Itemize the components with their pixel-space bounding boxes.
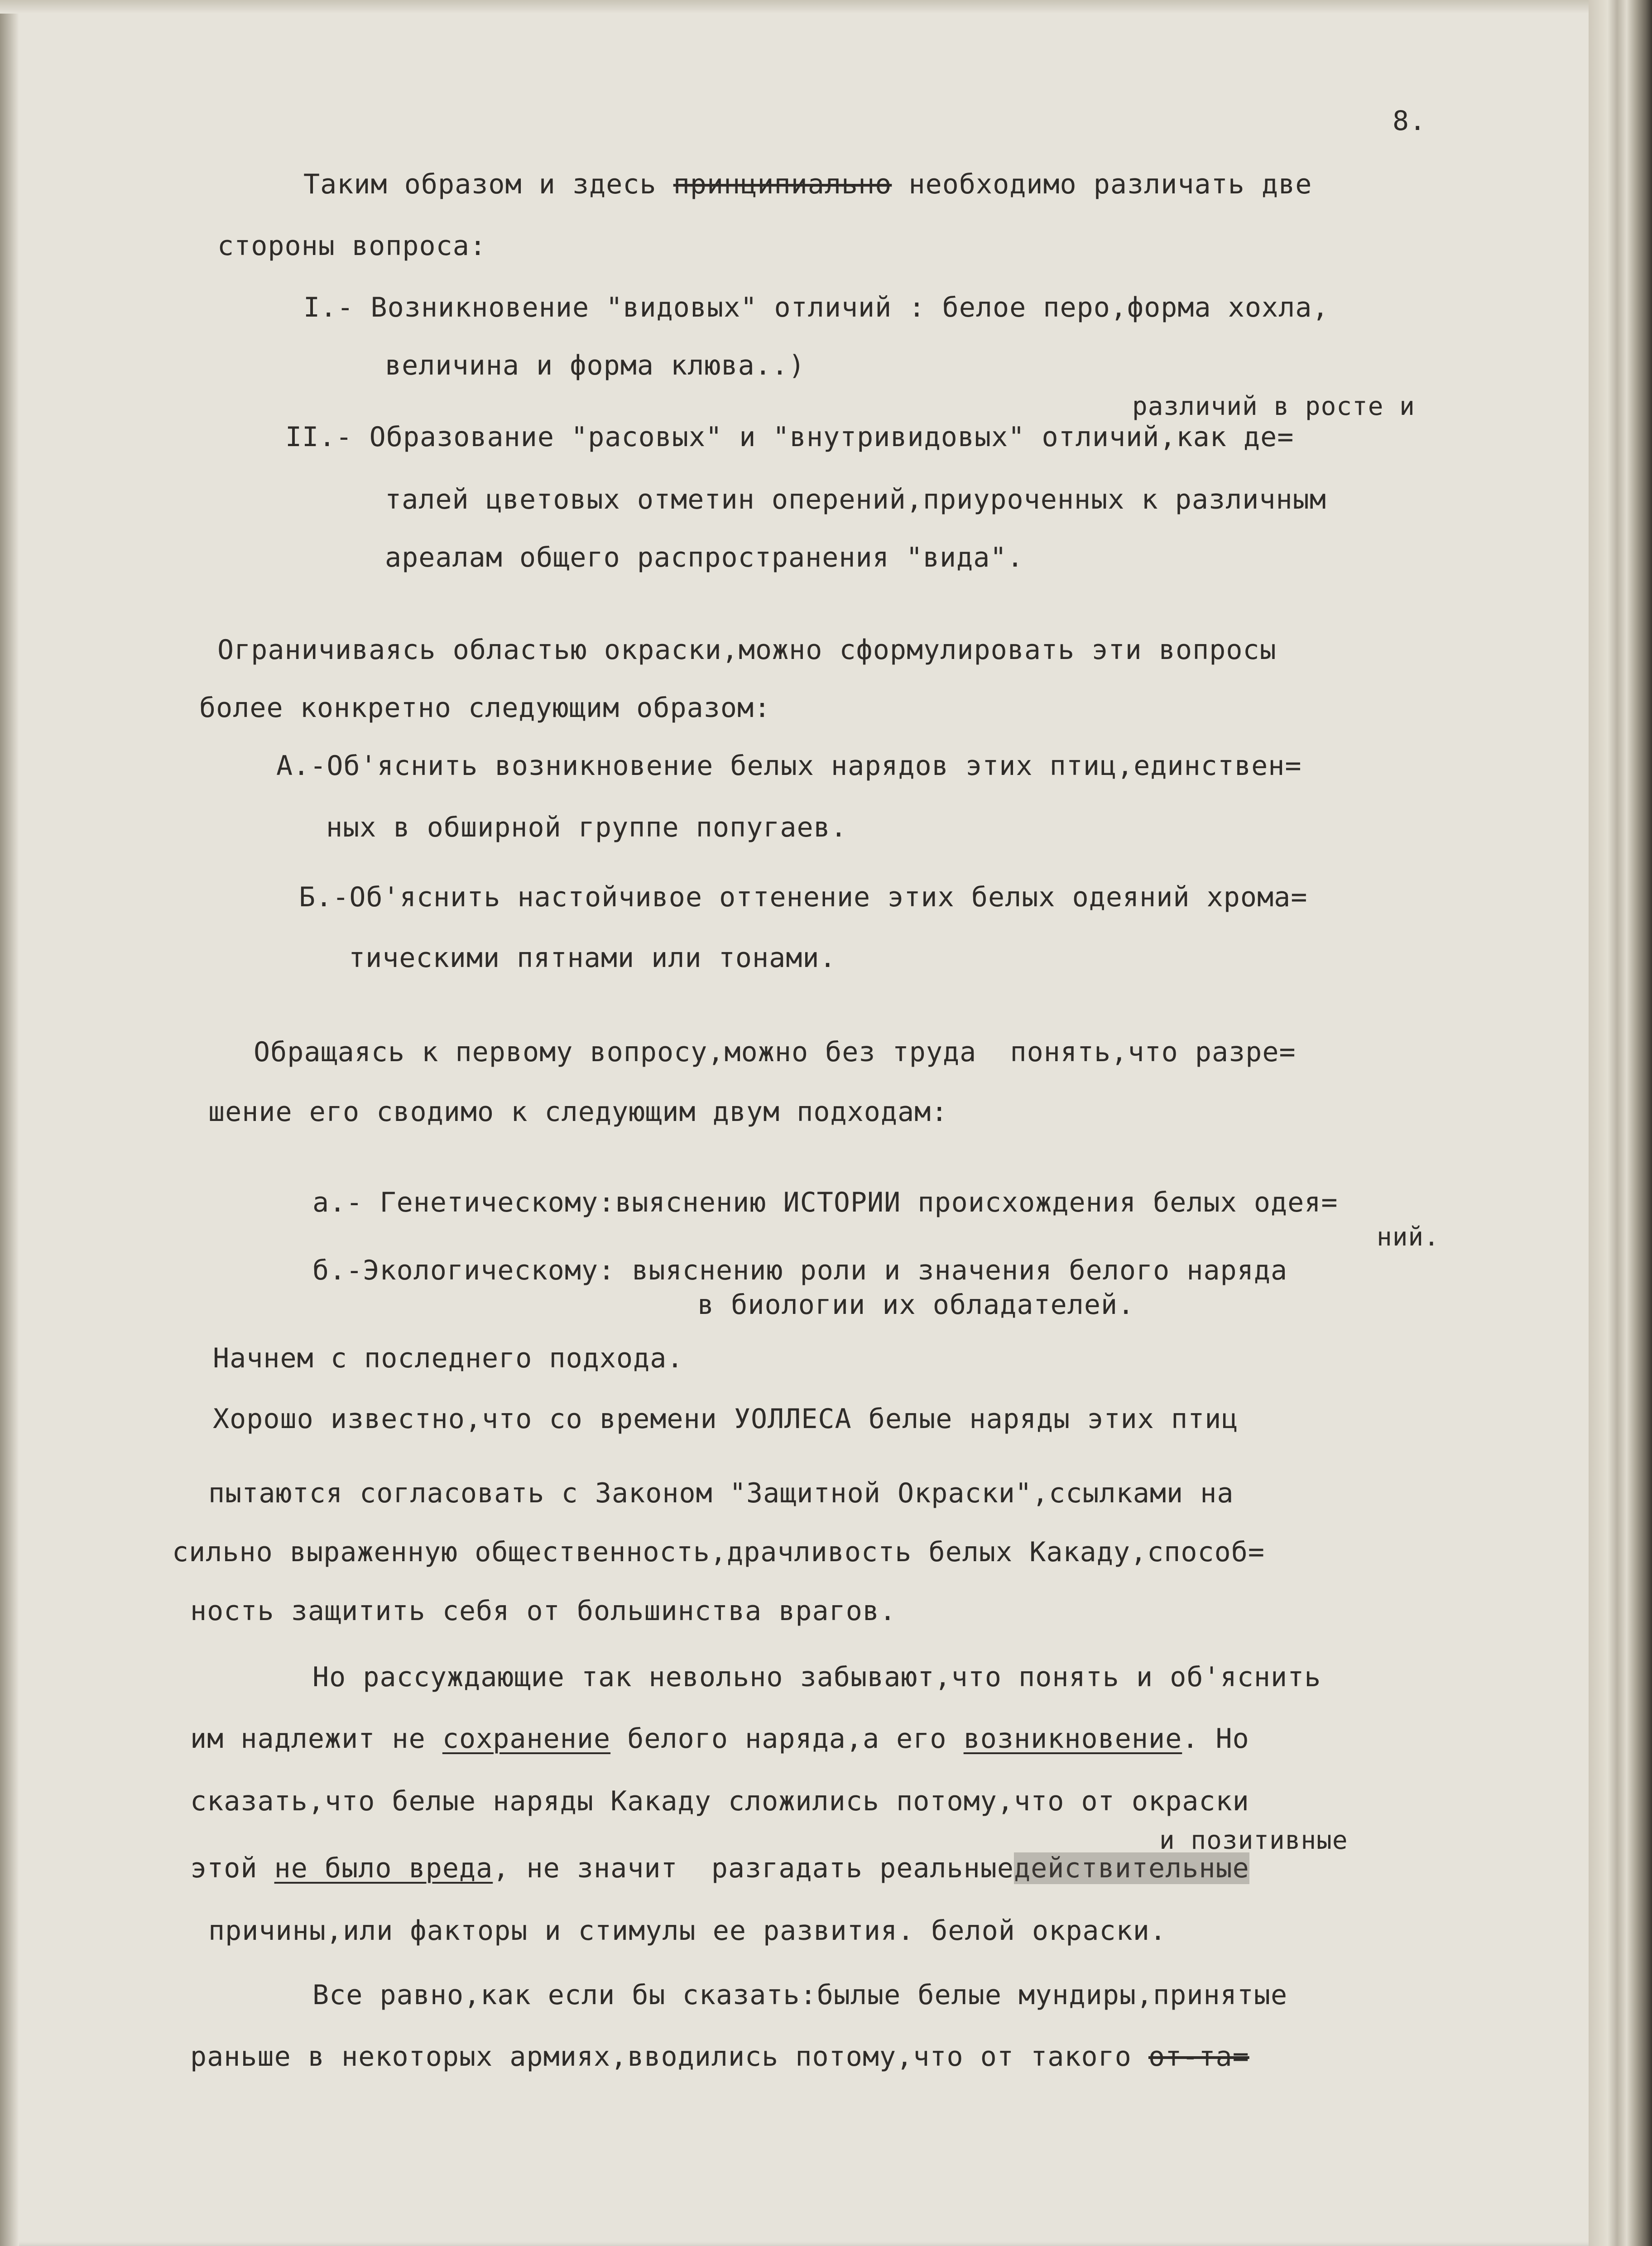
text-line: Обращаясь к первому вопросу,можно без труда понять,что разре=	[254, 1036, 1296, 1068]
text-line: стороны вопроса:	[217, 230, 486, 262]
list-item-line: в биологии их обладателей.	[697, 1289, 1135, 1321]
text-line: сильно выраженную общественность,драчливость белых Какаду,способ=	[172, 1536, 1265, 1568]
text-line: Ограничиваясь областью окраски,можно сформулировать эти вопросы	[217, 634, 1277, 666]
text-line: Хорошо известно,что со времени УОЛЛЕСА белые наряды этих птиц	[213, 1403, 1239, 1435]
list-item-line: б.-Экологическому: выяснению роли и значения белого наряда	[312, 1255, 1288, 1286]
text-line: более конкретно следующим образом:	[199, 692, 771, 724]
list-item-line: величина и форма клюва..)	[385, 350, 806, 381]
list-item-line: тическими пятнами или тонами.	[349, 942, 836, 974]
text-span: раньше в некоторых армиях,вводились потому,что от такого	[190, 2041, 1149, 2073]
list-item-line: А.-Об'яснить возникновение белых нарядов этих птиц,единствен=	[276, 750, 1302, 782]
list-item-line: II.- Образование "расовых" и "внутривидовых" отличий,как де=	[285, 421, 1294, 453]
text-line: Начнем с последнего подхода.	[213, 1342, 684, 1374]
binding-gutter	[0, 0, 19, 2246]
text-line	[190, 1852, 1249, 1884]
text-line: шение его сводимо к следующим двум подходам:	[208, 1096, 948, 1128]
underlined-word: не было вреда	[274, 1852, 493, 1884]
list-item-line: ареалам общего распространения "вида".	[385, 542, 1024, 573]
text-line	[190, 2041, 1249, 2073]
text-span: Таким образом и здесь	[303, 168, 657, 200]
text-span: этой	[190, 1852, 274, 1884]
handwritten-insert: и позитивные	[1159, 1826, 1348, 1855]
page-top-edge	[0, 0, 1612, 14]
text-line: сказать,что белые наряды Какаду сложились потому,что от окраски	[190, 1785, 1249, 1817]
struck-word: принципиально	[673, 168, 892, 200]
overtyped-word: действительные	[1014, 1852, 1249, 1884]
underlined-word: возникновение	[963, 1723, 1182, 1755]
text-line: пытаются согласовать с Законом "Защитной Окраски",ссылками на	[208, 1477, 1234, 1509]
text-line	[190, 1723, 1249, 1755]
text-span: необходимо различать две	[908, 168, 1312, 200]
struck-word: от-та=	[1148, 2041, 1249, 2073]
list-item-line: I.- Возникновение "видовых" отличий : белое перо,форма хохла,	[303, 292, 1329, 323]
list-item-line: а.- Генетическому:выяснению ИСТОРИИ происхождения белых одея=	[312, 1187, 1338, 1218]
text-line: Но рассуждающие так невольно забывают,что понять и об'яснить	[312, 1661, 1321, 1693]
text-line	[303, 168, 1312, 200]
page-stack-edge	[1589, 0, 1652, 2246]
text-line: ность защитить себя от большинства врагов.	[190, 1595, 897, 1627]
list-item-line: ных в обширной группе попугаев.	[326, 812, 847, 843]
text-span: . Но	[1182, 1723, 1249, 1755]
list-item-line: талей цветовых отметин оперений,приуроченных к различным	[385, 484, 1326, 515]
text-span: , не значит разгадать реальные	[493, 1852, 1014, 1884]
text-line: причины,или факторы и стимулы ее развития. белой окраски.	[208, 1915, 1167, 1947]
text-line: Все равно,как если бы сказать:былые белые мундиры,принятые	[312, 1979, 1288, 2011]
text-span: им надлежит не	[190, 1723, 442, 1755]
handwritten-insert: различий в росте и	[1132, 392, 1415, 421]
page-number: 8.	[1393, 105, 1426, 137]
list-item-line: Б.-Об'яснить настойчивое оттенение этих белых одеяний хрома=	[299, 881, 1308, 913]
underlined-word: сохранение	[442, 1723, 611, 1755]
list-item-line: ний.	[1377, 1222, 1440, 1252]
text-span: белого наряда,а его	[610, 1723, 964, 1755]
